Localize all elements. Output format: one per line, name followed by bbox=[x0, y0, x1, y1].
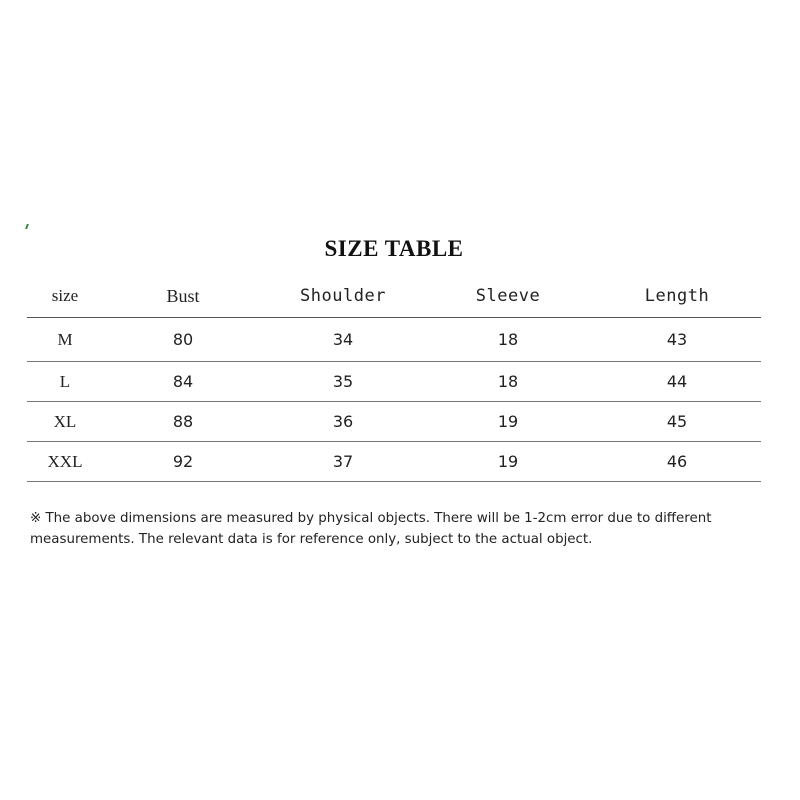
table-header-row bbox=[27, 275, 761, 318]
table-row bbox=[27, 362, 761, 402]
cell-length: 44 bbox=[666, 372, 688, 391]
cell-shoulder: 37 bbox=[332, 452, 354, 471]
cell-size: XL bbox=[53, 411, 77, 431]
cell-bust: 88 bbox=[172, 412, 194, 431]
cell-shoulder: 35 bbox=[332, 372, 354, 391]
cell-bust: 92 bbox=[172, 452, 194, 471]
cell-shoulder: 34 bbox=[332, 330, 354, 349]
table-row bbox=[27, 318, 761, 362]
cell-length: 46 bbox=[666, 452, 688, 471]
cell-shoulder: 36 bbox=[332, 412, 354, 431]
size-table bbox=[27, 275, 761, 482]
cell-size: XXL bbox=[47, 451, 83, 471]
header-size: size bbox=[51, 286, 79, 305]
cell-size: L bbox=[59, 371, 71, 391]
decorative-tick-mark bbox=[25, 224, 29, 229]
cell-length: 43 bbox=[666, 330, 688, 349]
header-sleeve: Sleeve bbox=[475, 286, 541, 306]
cell-size: M bbox=[57, 329, 73, 349]
measurement-disclaimer: ※ The above dimensions are measured by physical objects. There will be 1-2cm error due to different measurements. The relevant data is for reference only, subject to the actual object. bbox=[30, 511, 712, 547]
header-length: Length bbox=[644, 286, 710, 306]
cell-bust: 80 bbox=[172, 330, 194, 349]
cell-sleeve: 18 bbox=[497, 372, 519, 391]
header-bust: Bust bbox=[166, 285, 200, 306]
page-title: SIZE TABLE bbox=[324, 236, 464, 261]
cell-bust: 84 bbox=[172, 372, 194, 391]
header-shoulder: Shoulder bbox=[300, 286, 386, 306]
cell-sleeve: 18 bbox=[497, 330, 519, 349]
cell-sleeve: 19 bbox=[497, 412, 519, 431]
table-row bbox=[27, 442, 761, 482]
cell-sleeve: 19 bbox=[497, 452, 519, 471]
table-row bbox=[27, 402, 761, 442]
cell-length: 45 bbox=[666, 412, 688, 431]
